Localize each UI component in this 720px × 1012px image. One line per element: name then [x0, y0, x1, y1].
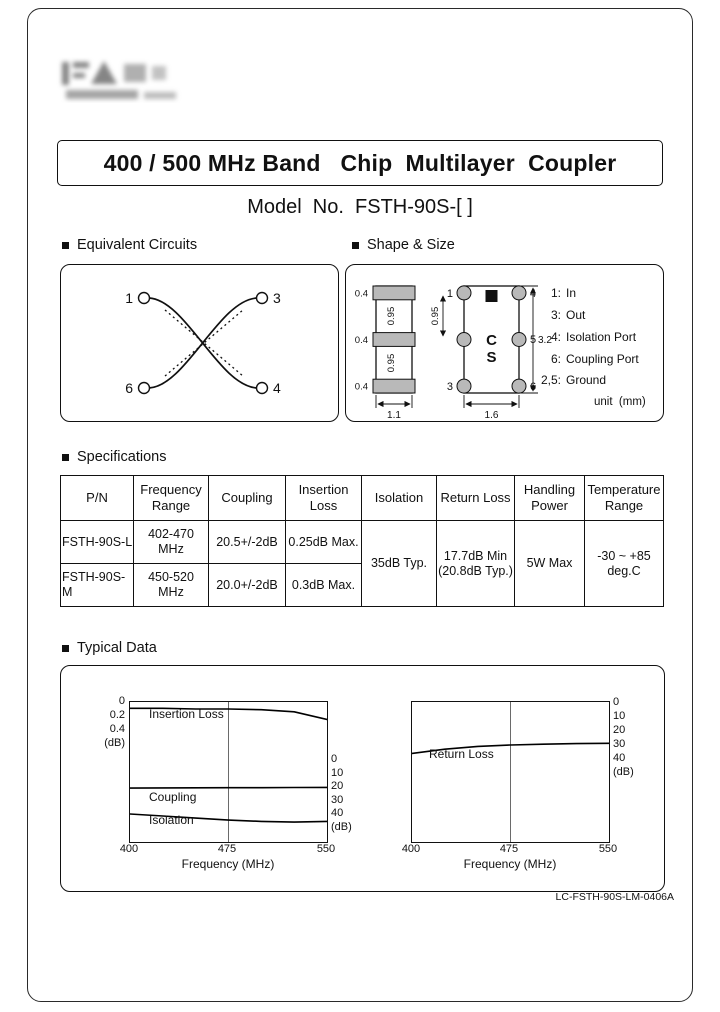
x-tick: 550 — [598, 843, 618, 855]
y-tick: 0 — [331, 753, 338, 765]
section-shape-size — [352, 237, 455, 253]
y-axis-unit: (dB) — [331, 821, 352, 833]
col-header-insertion-loss: Insertion Loss — [286, 476, 362, 521]
port-label: 6 — [125, 380, 133, 396]
pin-function: Isolation Port — [566, 330, 637, 344]
dim-gap: 0.95 — [386, 353, 397, 373]
port-3-terminal — [257, 293, 268, 304]
table-header-row — [61, 476, 664, 521]
y-tick: 10 — [613, 710, 626, 722]
pin-id: 1: — [550, 286, 561, 300]
bullet-square-icon — [62, 242, 69, 249]
equivalent-circuit-box — [60, 264, 339, 422]
y-tick: 0 — [613, 696, 620, 708]
pin-function: Ground — [566, 373, 607, 387]
section-equivalent-circuits — [62, 237, 197, 253]
port-1-terminal — [139, 293, 150, 304]
pin-legend-item — [530, 372, 606, 388]
specifications-table — [60, 475, 664, 607]
company-logo — [56, 52, 216, 112]
pin-number: 5 — [530, 334, 537, 346]
port-label: 3 — [273, 290, 281, 306]
unit-note: unit (mm) — [594, 396, 646, 408]
series-label-insertion-loss: Insertion Loss — [149, 707, 224, 721]
y-tick: 0.4 — [109, 723, 125, 735]
cell-temperature-range: -30 ~ +85 deg.C — [585, 521, 664, 607]
dim-electrode: 0.4 — [354, 381, 368, 393]
y-tick: 0.2 — [109, 709, 125, 721]
y-tick: 20 — [613, 724, 626, 736]
col-header-frequency-range: Frequency Range — [134, 476, 209, 521]
port-label: 4 — [273, 380, 281, 396]
logo-blur-graphic — [56, 52, 216, 112]
typical-data-box — [60, 665, 665, 892]
x-axis-label: Frequency (MHz) — [181, 857, 275, 871]
x-tick: 400 — [119, 843, 139, 855]
cell-pn: FSTH-90S-M — [61, 564, 134, 607]
cell-insertion-loss: 0.25dB Max. — [286, 521, 362, 564]
pin-legend-item — [530, 329, 636, 345]
col-header-temperature-range: Temperature Range — [585, 476, 664, 521]
cell-handling-power: 5W Max — [515, 521, 585, 607]
section-title: Equivalent Circuits — [77, 237, 198, 253]
pin-legend-item — [530, 285, 576, 301]
col-header-isolation: Isolation — [362, 476, 437, 521]
pin-id: 2,5: — [540, 373, 561, 387]
cell-return-loss: 17.7dB Min (20.8dB Typ.) — [437, 521, 515, 607]
bullet-square-icon — [352, 242, 359, 249]
port-label: 1 — [125, 290, 133, 306]
y-axis-unit: (dB) — [104, 737, 125, 749]
dim-pitch: 0.95 — [430, 306, 441, 326]
dim-electrode: 0.4 — [354, 335, 368, 346]
return-loss-plot — [411, 701, 610, 843]
chip-marking: C — [486, 332, 497, 349]
section-title: Typical Data — [77, 640, 157, 656]
dim-side-width: 1.1 — [387, 410, 401, 421]
series-label-isolation: Isolation — [149, 813, 194, 827]
series-label-return-loss: Return Loss — [429, 747, 494, 761]
col-header-coupling: Coupling — [209, 476, 286, 521]
section-typical-data — [62, 640, 157, 656]
series-label-coupling: Coupling — [149, 790, 197, 804]
cell-pn: FSTH-90S-L — [61, 521, 134, 564]
col-header-handling-power: Handling Power — [515, 476, 585, 521]
dim-electrode: 0.4 — [354, 288, 368, 300]
cell-frequency: 450-520 MHz — [134, 564, 209, 607]
bullet-square-icon — [62, 645, 69, 652]
pin-function: In — [566, 286, 577, 300]
x-tick: 400 — [401, 843, 421, 855]
pin-legend-item — [530, 307, 585, 323]
pin-function: Coupling Port — [566, 352, 639, 366]
col-header-return-loss: Return Loss — [437, 476, 515, 521]
section-title: Shape & Size — [367, 237, 455, 253]
cell-isolation: 35dB Typ. — [362, 521, 437, 607]
section-title: Specifications — [77, 449, 167, 465]
model-number: Model No. FSTH-90S-[ ] — [247, 196, 473, 218]
y-tick: 20 — [331, 780, 344, 792]
section-specifications — [62, 449, 166, 465]
cell-insertion-loss: 0.3dB Max. — [286, 564, 362, 607]
x-axis-label: Frequency (MHz) — [463, 857, 557, 871]
x-tick: 475 — [217, 843, 237, 855]
col-header-pn: P/N — [61, 476, 134, 521]
port-6-terminal — [139, 383, 150, 394]
pin-number: 3 — [446, 381, 453, 393]
shape-size-box — [345, 264, 664, 422]
dim-length: 3.2 — [538, 335, 552, 346]
port-4-terminal — [257, 383, 268, 394]
page-title: 400 / 500 MHz Band Chip Multilayer Coupler — [103, 149, 617, 176]
orientation-mark — [486, 290, 498, 302]
pin-function: Out — [566, 308, 586, 322]
pin-legend-item — [530, 351, 639, 367]
pin-number: 6 — [530, 381, 537, 393]
dim-gap: 0.95 — [386, 306, 397, 326]
bullet-square-icon — [62, 454, 69, 461]
equivalent-circuit-drawing — [61, 265, 338, 421]
title-box — [57, 140, 663, 186]
y-tick: 30 — [613, 738, 626, 750]
cell-coupling: 20.5+/-2dB — [209, 521, 286, 564]
pin-id: 6: — [550, 352, 561, 366]
chart-canvas — [412, 702, 609, 842]
pin-number: 4 — [530, 288, 537, 300]
table-row — [61, 521, 664, 564]
pin-id: 4: — [550, 330, 561, 344]
pin-id: 3: — [550, 308, 561, 322]
y-tick: 40 — [613, 752, 626, 764]
y-tick: 40 — [331, 807, 344, 819]
x-tick: 550 — [316, 843, 336, 855]
pin-number: 1 — [446, 288, 453, 300]
chip-marking: S — [486, 349, 497, 366]
x-tick: 475 — [499, 843, 519, 855]
cell-coupling: 20.0+/-2dB — [209, 564, 286, 607]
document-number: LC-FSTH-90S-LM-0406A — [555, 891, 674, 903]
y-tick: 10 — [331, 767, 344, 779]
y-tick: 0 — [118, 695, 125, 707]
dim-width: 1.6 — [484, 410, 499, 421]
y-tick: 30 — [331, 794, 344, 806]
cell-frequency: 402-470 MHz — [134, 521, 209, 564]
y-axis-unit: (dB) — [613, 766, 634, 778]
